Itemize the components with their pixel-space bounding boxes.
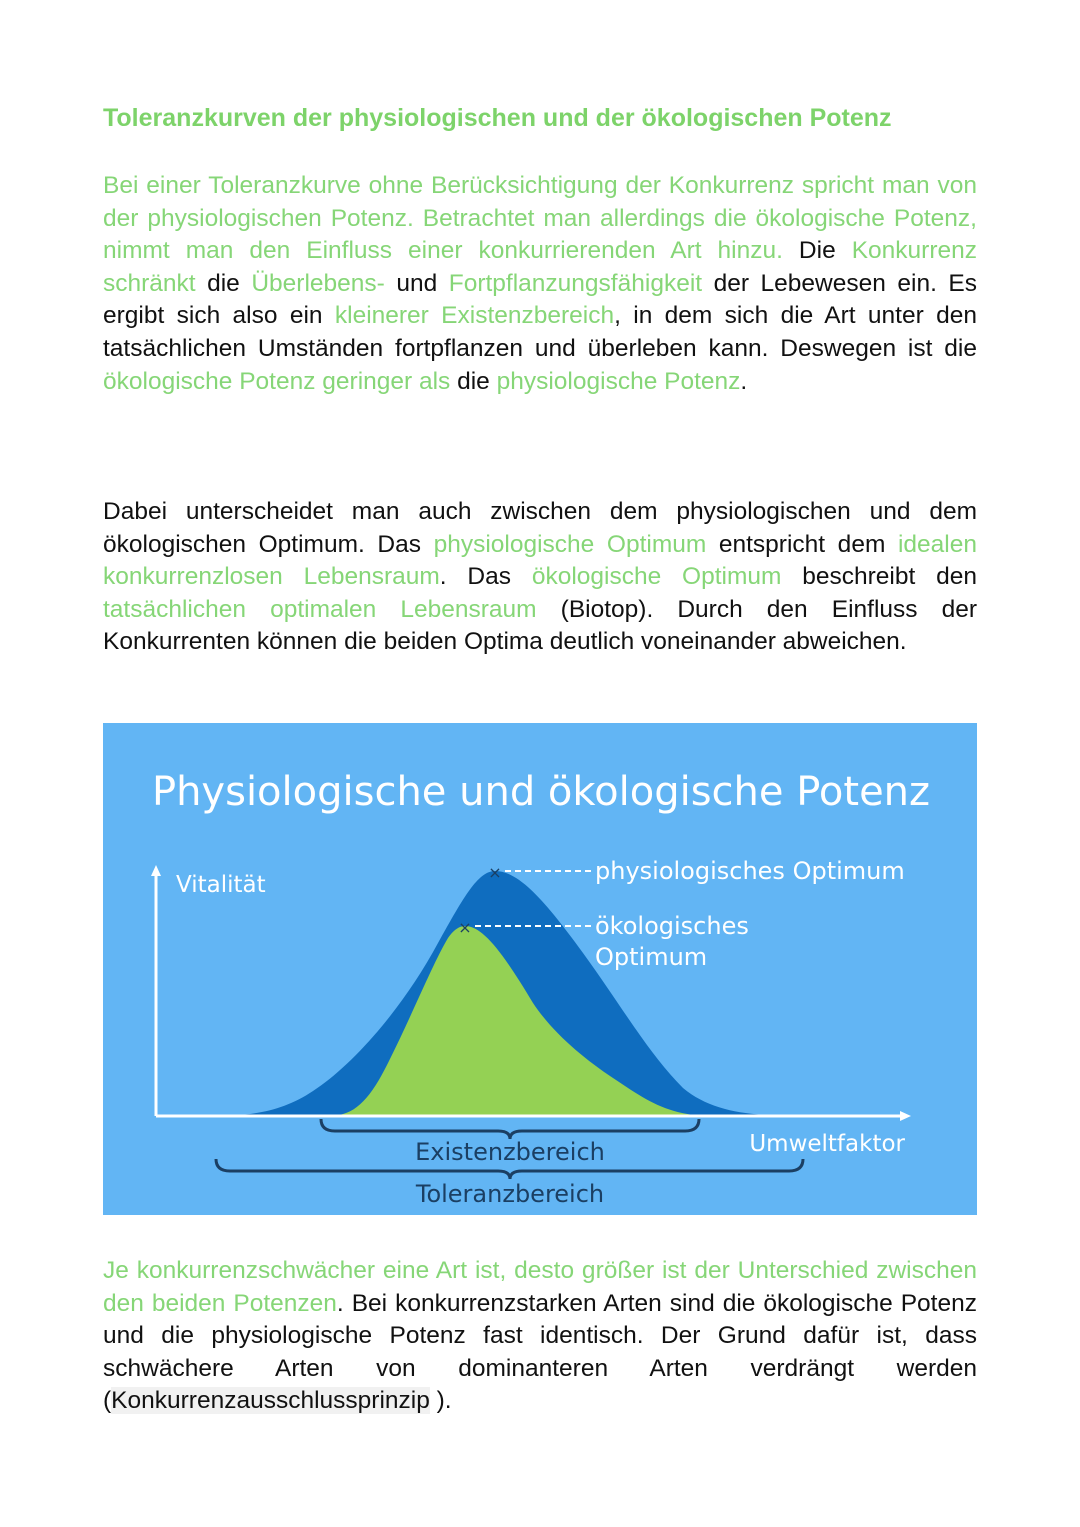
text-run: , in dem sich die Art unter den tatsächlichen Umständen fortpflanzen und überleben kann. Deswegen ist die — [103, 302, 977, 362]
paragraph-optimum — [103, 496, 977, 659]
text-run: Dabei unterscheidet man auch zwischen dem physiologischen und dem ökologischen Optimum. Das — [103, 498, 977, 558]
highlighted-text: ökologische Optimum — [531, 563, 782, 591]
text-run: . Bei konkurrenzstarken Arten sind die ökologische Potenz und die physiologische Potenz fast identisch. Der Grund dafür ist, dass schwächere Arten von dominanteren Arten verdrängt werden ( — [103, 1289, 977, 1415]
highlighted-text: Überlebens- — [251, 269, 385, 297]
text-run: ). — [429, 1387, 452, 1415]
ecological-optimum-label-line1: ökologisches — [595, 912, 749, 940]
text-run: (Biotop). Durch den Einfluss der Konkurrenten können die beiden Optima deutlich voneinander abweichen. — [103, 595, 977, 656]
existence-range-label: Existenzbereich — [415, 1138, 605, 1166]
text-run: die — [450, 367, 497, 395]
highlighted-text: Je konkurrenzschwächer eine Art ist, desto größer ist der Unterschied zwischen den beiden Potenzen — [103, 1257, 977, 1317]
marked-term: Konkurrenzausschlussprinzip — [111, 1387, 430, 1415]
highlighted-text: Betrachtet man allerdings die ökologische Potenz, nimmt man den Einfluss einer konkurrierenden Art hinzu. — [103, 204, 977, 265]
diagram-title: Physiologische und ökologische Potenz — [151, 769, 931, 815]
highlighted-text: physiologische Optimum — [433, 530, 707, 558]
text-run: beschreibt den — [781, 563, 977, 591]
highlighted-text: Bei einer Toleranzkurve ohne Berücksichtigung der Konkurrenz spricht man von der physiologischen Potenz. — [103, 172, 977, 232]
tolerance-range-label: Toleranzbereich — [415, 1180, 605, 1208]
y-axis-label: Vitalität — [176, 872, 266, 898]
ecological-optimum-marker-icon: × — [458, 918, 472, 937]
paragraph-competition — [103, 1255, 977, 1418]
highlighted-text: idealen konkurrenzlosen Lebensraum — [103, 530, 977, 591]
highlighted-text: Konkurrenz schränkt — [103, 237, 977, 297]
text-run: die — [195, 269, 252, 297]
highlighted-text: tatsächlichen optimalen Lebensraum — [103, 595, 537, 623]
highlighted-text: kleinerer Existenzbereich — [334, 302, 615, 330]
text-run: der Lebewesen ein. Es ergibt sich also ein — [103, 269, 977, 330]
potency-diagram — [103, 723, 977, 1215]
physiological-optimum-marker-icon: × — [488, 863, 502, 882]
physiological-optimum-label: physiologisches Optimum — [595, 857, 905, 885]
ecological-optimum-label-line2: Optimum — [595, 943, 708, 971]
text-run: . — [740, 367, 748, 395]
page-title: Toleranzkurven der physiologischen und der ökologischen Potenz — [103, 104, 892, 132]
paragraph-physiological-potency — [103, 170, 977, 398]
highlighted-text: ökologische Potenz geringer als — [103, 367, 451, 395]
x-axis-label: Umweltfaktor — [749, 1131, 905, 1157]
highlighted-text: Fortpflanzungsfähigkeit — [448, 269, 703, 297]
text-run: und — [384, 269, 449, 297]
highlighted-text: physiologische Potenz — [496, 367, 741, 395]
text-run: . Das — [439, 563, 532, 591]
text-run: entspricht dem — [706, 530, 898, 558]
text-run: Die — [782, 237, 852, 265]
